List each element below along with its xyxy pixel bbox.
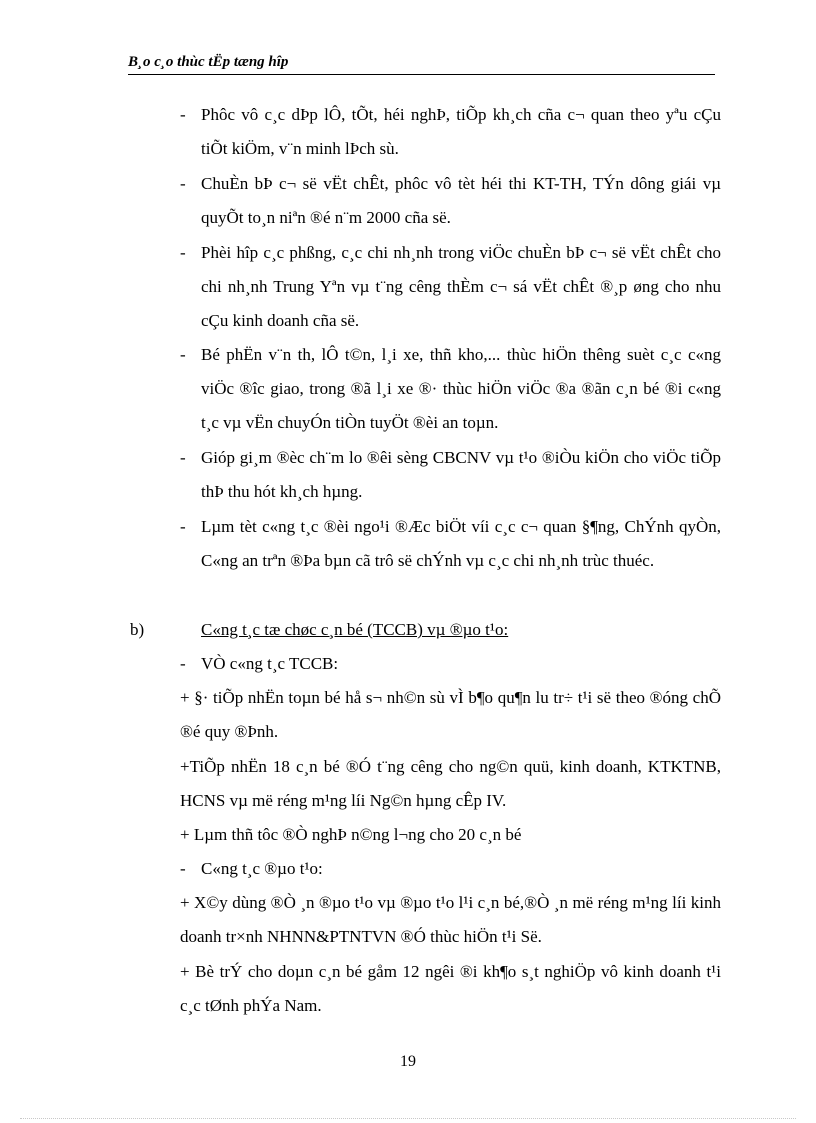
section-label: b): [130, 620, 145, 639]
header-title: B¸o c¸o thùc tËp tæng hîp: [128, 54, 289, 70]
subsection-title: VÒ c«ng t¸c TCCB:: [201, 654, 339, 673]
bullet-text: Gióp gi¸m ®èc ch¨m lo ®êi sèng CBCNV vµ t¹o ®iÒu kiÖn cho viÖc tiÕp thÞ thu hót kh¸ch hµng.: [201, 448, 721, 501]
bullet-dash: -: [180, 654, 186, 673]
bullet-text: Lµm tèt c«ng t¸c ®èi ngo¹i ®Æc biÖt víi c¸c c¬ quan §¶ng, ChÝnh qyÒn, C«ng an trªn ®Þa bµn cã trô së chÝnh vµ c¸c chi nh¸nh trùc thuéc.: [201, 517, 721, 570]
page-header: [128, 52, 715, 75]
bullet-dash: -: [180, 859, 186, 878]
bullet-dash: -: [180, 448, 186, 467]
subsection-title: C«ng t¸c ®µo t¹o:: [201, 859, 323, 878]
bullet-text: Phôc vô c¸c dÞp lÔ, tÕt, héi nghÞ, tiÕp kh¸ch cña c¬ quan theo yªu cÇu tiÕt kiÖm, v¨n minh lÞch sù.: [201, 105, 721, 158]
bullet-text: Phèi hîp c¸c phßng, c¸c chi nh¸nh trong viÖc chuÈn bÞ c¬ së vËt chÊt cho chi nh¸nh Trung Yªn vµ t¨ng cêng thÈm c¬ sá vËt chÊt ®¸p øng cho nhu cÇu kinh doanh cña së.: [201, 243, 721, 330]
bullet-dash: -: [180, 345, 186, 364]
section-title: C«ng t¸c tæ chøc c¸n bé (TCCB) vµ ®µo t¹o:: [201, 620, 509, 639]
bullet-dash: -: [180, 517, 186, 536]
page-number: 19: [400, 1053, 416, 1070]
plus-item-text: + Bè trÝ cho doµn c¸n bé gåm 12 ngêi ®i kh¶o s¸t nghiÖp vô kinh doanh t¹i c¸c tØnh phÝa Nam.: [180, 962, 721, 1015]
bullet-text: ChuÈn bÞ c¬ së vËt chÊt, phôc vô tèt héi thi KT-TH, TÝn dông giái vµ quyÕt to¸n niªn ®é n¨m 2000 cña së.: [201, 174, 721, 227]
bullet-dash: -: [180, 243, 186, 262]
plus-item-text: + X©y dùng ®Ò ¸n ®µo t¹o vµ ®µo t¹o l¹i c¸n bé,®Ò ¸n më réng m¹ng líi kinh doanh tr×nh NHNN&PTNTVN ®Ó thùc hiÖn t¹i Së.: [180, 893, 721, 946]
plus-item-text: + Lµm thñ tôc ®Ò nghÞ n©ng l¬ng cho 20 c¸n bé: [180, 825, 522, 844]
bullet-dash: -: [180, 105, 186, 124]
bullet-dash: -: [180, 174, 186, 193]
plus-item-text: + §· tiÕp nhËn toµn bé hå s¬ nh©n sù vÌ b¶o qu¶n lu tr÷ t¹i së theo ®óng chÕ ®é quy ®Þnh.: [180, 688, 721, 741]
page-bottom-divider: [20, 1118, 796, 1119]
bullet-text: Bé phËn v¨n th, lÔ t©n, l¸i xe, thñ kho,... thùc hiÖn thêng suèt c¸c c«ng viÖc ®îc giao, trong ®ã l¸i xe ®· thùc hiÖn viÖc ®a ®ãn c¸n bé ®i c«ng t¸c vµ vËn chuyÓn tiÒn tuyÖt ®èi an toµn.: [201, 345, 721, 432]
plus-item-text: +TiÕp nhËn 18 c¸n bé ®Ó t¨ng cêng cho ng©n quü, kinh doanh, KTKTNB, HCNS vµ më réng m¹ng líi Ng©n hµng cÊp IV.: [180, 757, 721, 810]
